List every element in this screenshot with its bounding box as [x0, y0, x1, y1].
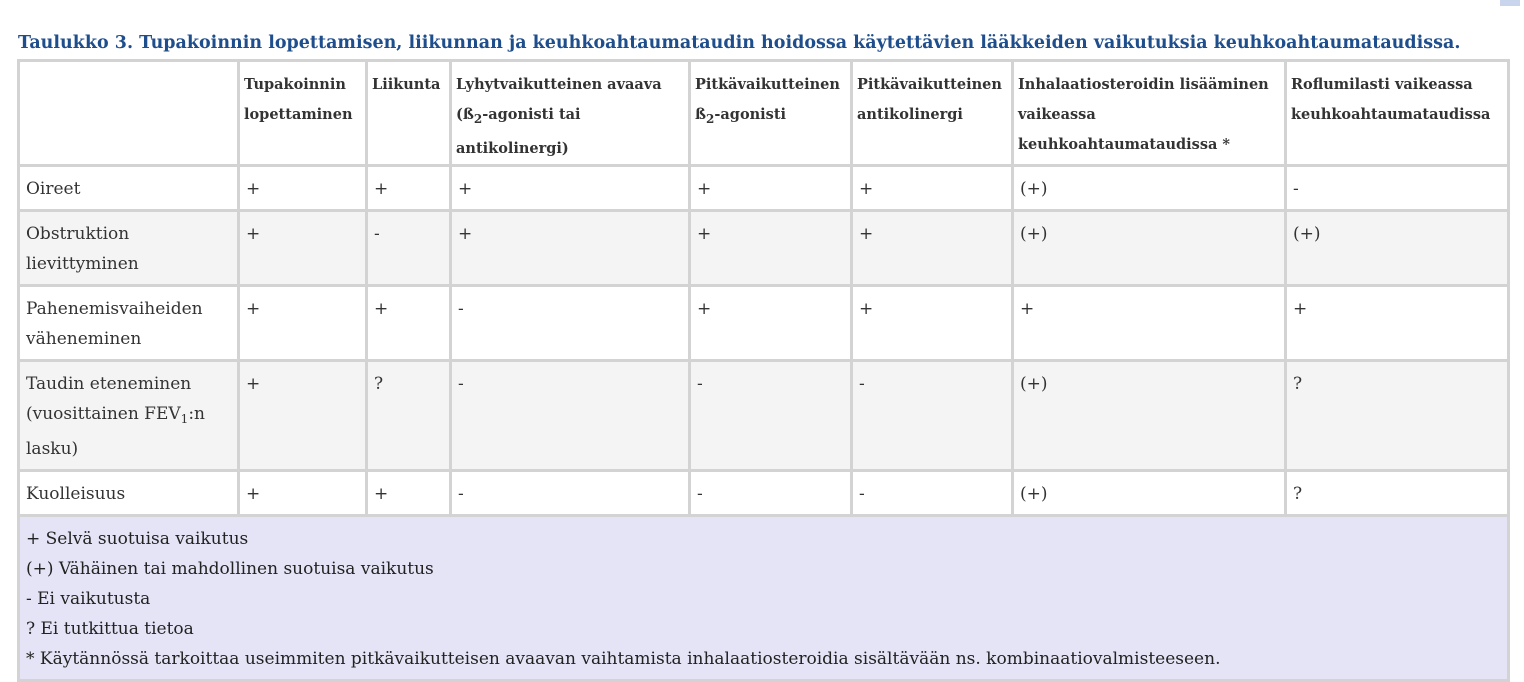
- legend-row: [19, 516, 1509, 681]
- header-corner: [19, 61, 239, 166]
- row-label-text-end: :n lasku): [26, 404, 205, 459]
- header-short-acting-text: Lyhytvaikutteinen avaava (ß: [456, 76, 662, 123]
- row-label-text: Taudin eteneminen (vuosittainen FEV: [26, 374, 192, 424]
- table-caption: Taulukko 3. Tupakoinnin lopettamisen, liikunnan ja keuhkoahtaumataudin hoidossa käytettävien lääkkeiden vaikutuksia keuhkoahtaumataudissa.: [18, 33, 1461, 53]
- corner-decoration: [1500, 0, 1520, 6]
- legend-item: * Käytännössä tarkoittaa useimmiten pitkävaikutteisen avaavan vaihtamista inhalaatiosteroidia sisältävään ns. kombinaatiovalmisteeseen.: [26, 649, 1221, 669]
- table-row: [19, 166, 1509, 211]
- header-inhaled-steroid: Inhalaatiosteroidin lisääminen vaikeassa keuhkoahtaumataudissa *: [1013, 61, 1286, 166]
- legend-cell: [19, 516, 1509, 681]
- table-cell: +: [852, 286, 1013, 361]
- table-cell: (+): [1013, 471, 1286, 516]
- subscript: 1: [180, 412, 189, 426]
- table-row: [19, 471, 1509, 516]
- effects-table: [17, 59, 1510, 682]
- legend-item: - Ei vaikutusta: [26, 589, 151, 609]
- table-cell: ?: [367, 361, 451, 471]
- table-cell: +: [367, 166, 451, 211]
- table-cell: (+): [1013, 211, 1286, 286]
- table-cell: -: [690, 471, 852, 516]
- row-label: Pahenemisvaiheiden väheneminen: [19, 286, 239, 361]
- table-cell: -: [690, 361, 852, 471]
- subscript: 2: [473, 112, 483, 126]
- table-cell: +: [852, 166, 1013, 211]
- legend-item: + Selvä suotuisa vaikutus: [26, 529, 249, 549]
- header-long-acting-beta2-text: Pitkävaikutteinen ß: [695, 76, 840, 123]
- table-cell: +: [367, 471, 451, 516]
- table-cell: +: [852, 211, 1013, 286]
- header-roflumilast: Roflumilasti vaikeassa keuhkoahtaumataudissa: [1286, 61, 1509, 166]
- table-cell: -: [852, 361, 1013, 471]
- table-cell: (+): [1286, 211, 1509, 286]
- header-short-acting: [451, 61, 690, 166]
- row-label: Oireet: [19, 166, 239, 211]
- table-cell: -: [852, 471, 1013, 516]
- table-cell: +: [451, 166, 690, 211]
- legend-item: ? Ei tutkittua tietoa: [26, 619, 194, 639]
- table-cell: +: [239, 286, 367, 361]
- table-cell: -: [451, 471, 690, 516]
- table-cell: +: [451, 211, 690, 286]
- table-cell: ?: [1286, 361, 1509, 471]
- table-row: [19, 211, 1509, 286]
- subscript: 2: [706, 112, 715, 126]
- header-row: [19, 61, 1509, 166]
- table-cell: ?: [1286, 471, 1509, 516]
- table-cell: (+): [1013, 166, 1286, 211]
- table-cell: +: [239, 471, 367, 516]
- row-label: Kuolleisuus: [19, 471, 239, 516]
- row-label: [19, 361, 239, 471]
- header-long-acting-anticholinergic: Pitkävaikutteinen antikolinergi: [852, 61, 1013, 166]
- table-cell: +: [690, 166, 852, 211]
- row-label: Obstruktion lievittyminen: [19, 211, 239, 286]
- table-cell: -: [367, 211, 451, 286]
- header-long-acting-beta2-text-end: -agonisti: [714, 106, 787, 123]
- header-smoking-cessation: Tupakoinnin lopettaminen: [239, 61, 367, 166]
- table-row: [19, 361, 1509, 471]
- legend-item: (+) Vähäinen tai mahdollinen suotuisa vaikutus: [26, 559, 434, 579]
- table-row: [19, 286, 1509, 361]
- table-cell: (+): [1013, 361, 1286, 471]
- header-exercise: Liikunta: [367, 61, 451, 166]
- table-cell: +: [690, 286, 852, 361]
- table-cell: +: [367, 286, 451, 361]
- table-cell: +: [1013, 286, 1286, 361]
- table-cell: -: [451, 361, 690, 471]
- header-long-acting-beta2: [690, 61, 852, 166]
- table-cell: +: [239, 361, 367, 471]
- table-cell: -: [1286, 166, 1509, 211]
- header-short-acting-text-end: -agonisti tai antikolinergi): [456, 106, 581, 157]
- table-cell: +: [239, 211, 367, 286]
- table-cell: +: [1286, 286, 1509, 361]
- table-cell: +: [239, 166, 367, 211]
- table-cell: -: [451, 286, 690, 361]
- table-cell: +: [690, 211, 852, 286]
